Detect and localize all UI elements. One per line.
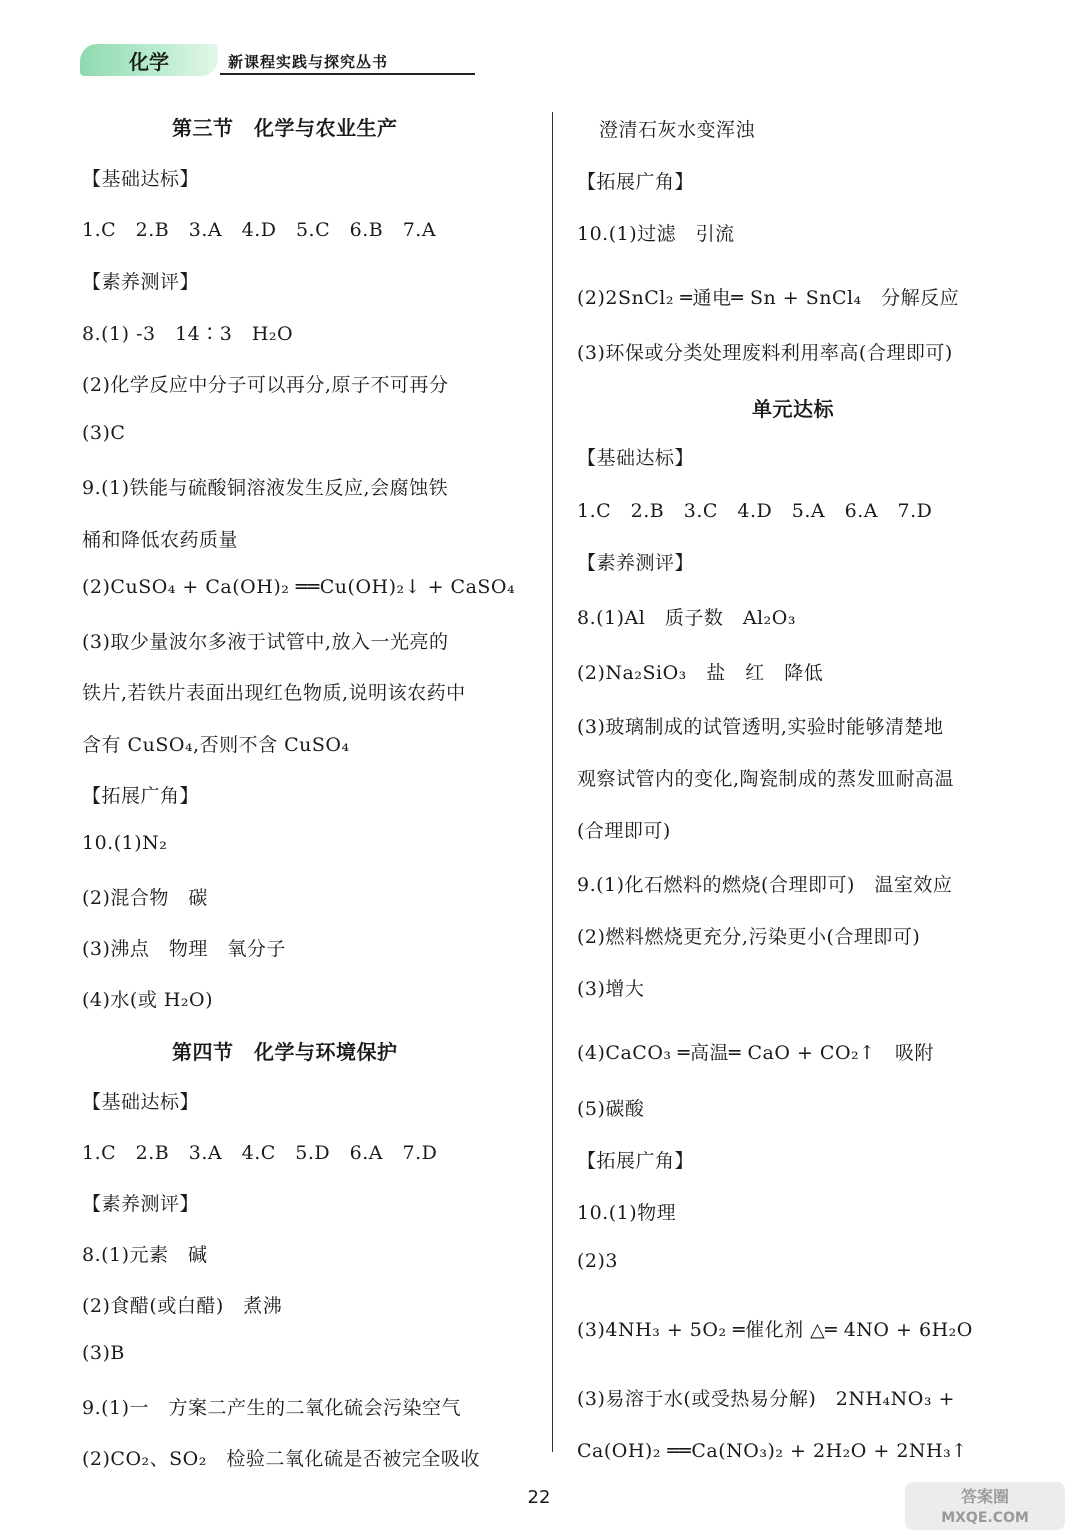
answer-label: 【拓展广角】	[82, 785, 200, 807]
answer-line: 8.(1) -3 14∶3 H₂O	[82, 323, 294, 345]
answer-line: (3)C	[82, 422, 126, 444]
answer-line: 桶和降低农药质量	[82, 529, 239, 551]
answer-line: (3)沸点 物理 氧分子	[82, 938, 286, 960]
answer-line: (3)B	[82, 1342, 125, 1364]
answer-line: (2)混合物 碳	[82, 887, 208, 909]
equation-line: (2)CuSO₄ + Ca(OH)₂ ══Cu(OH)₂↓ + CaSO₄	[82, 576, 516, 598]
answer-line: (2)燃料燃烧更充分,污染更小(合理即可)	[577, 926, 921, 948]
watermark-url: MXQE.COM	[941, 1510, 1029, 1526]
answer-line: (3)易溶于水(或受热易分解) 2NH₄NO₃ +	[577, 1388, 955, 1410]
watermark-logo	[905, 1482, 1065, 1530]
answer-label: 【基础达标】	[82, 168, 200, 190]
answer-line: (3)环保或分类处理废料利用率高(合理即可)	[577, 342, 953, 364]
answer-line: 10.(1)物理	[577, 1202, 677, 1224]
answer-line: (3)玻璃制成的试管透明,实验时能够清楚地	[577, 716, 944, 738]
answer-line: 9.(1)一 方案二产生的二氧化硫会污染空气	[82, 1397, 462, 1419]
answer-line: (5)碳酸	[577, 1098, 645, 1120]
equation-line: Ca(OH)₂ ══Ca(NO₃)₂ + 2H₂O + 2NH₃↑	[577, 1440, 968, 1462]
answer-label: 【素养测评】	[82, 1193, 200, 1215]
header-rule	[220, 73, 475, 75]
section-heading: 第四节 化学与环境保护	[172, 1040, 398, 1064]
column-divider	[552, 112, 553, 1452]
page-header	[80, 44, 400, 78]
answer-label: 【基础达标】	[82, 1091, 200, 1113]
answer-line: 澄清石灰水变浑浊	[599, 119, 756, 141]
answer-label: 【基础达标】	[577, 447, 695, 469]
answer-line: (2)3	[577, 1250, 619, 1272]
answer-line: (2)化学反应中分子可以再分,原子不可再分	[82, 374, 449, 396]
answer-line: (2)CO₂、SO₂ 检验二氧化硫是否被完全吸收	[82, 1448, 480, 1470]
answer-line: 铁片,若铁片表面出现红色物质,说明该农药中	[82, 682, 466, 704]
answer-line: 8.(1)Al 质子数 Al₂O₃	[577, 607, 796, 629]
answer-line: 1.C 2.B 3.C 4.D 5.A 6.A 7.D	[577, 500, 933, 522]
answer-line: 9.(1)化石燃料的燃烧(合理即可) 温室效应	[577, 874, 953, 896]
subject-badge: 化学	[80, 44, 218, 76]
answer-line: 9.(1)铁能与硫酸铜溶液发生反应,会腐蚀铁	[82, 477, 449, 499]
answer-label: 【拓展广角】	[577, 1150, 695, 1172]
series-title: 新课程实践与探究丛书	[228, 53, 389, 71]
answer-line: (3)增大	[577, 978, 645, 1000]
page-number: 22	[527, 1487, 551, 1508]
section-heading: 第三节 化学与农业生产	[172, 116, 398, 140]
answer-line: (合理即可)	[577, 820, 671, 842]
answer-label: 【素养测评】	[82, 271, 200, 293]
answer-line: 8.(1)元素 碱	[82, 1244, 208, 1266]
section-heading: 单元达标	[752, 397, 834, 421]
answer-line: (3)取少量波尔多液于试管中,放入一光亮的	[82, 631, 449, 653]
answer-line: (2)Na₂SiO₃ 盐 红 降低	[577, 662, 824, 684]
answer-line: 10.(1)N₂	[82, 832, 168, 854]
equation-line: (3)4NH₃ + 5O₂ ═催化剂 △═ 4NO + 6H₂O	[577, 1319, 973, 1341]
equation-line: (2)2SnCl₂ ═通电═ Sn + SnCl₄ 分解反应	[577, 287, 960, 309]
answer-line: 10.(1)过滤 引流	[577, 223, 735, 245]
answer-line: 含有 CuSO₄,否则不含 CuSO₄	[82, 734, 350, 756]
answer-label: 【素养测评】	[577, 552, 695, 574]
answer-line: (2)食醋(或白醋) 煮沸	[82, 1295, 283, 1317]
answer-label: 【拓展广角】	[577, 171, 695, 193]
answer-line: (4)水(或 H₂O)	[82, 989, 214, 1011]
equation-line: (4)CaCO₃ ═高温═ CaO + CO₂↑ 吸附	[577, 1042, 935, 1064]
answer-line: 观察试管内的变化,陶瓷制成的蒸发皿耐高温	[577, 768, 955, 790]
watermark-text: 答案圈	[960, 1487, 1010, 1506]
answer-line: 1.C 2.B 3.A 4.D 5.C 6.B 7.A	[82, 219, 437, 241]
answer-line: 1.C 2.B 3.A 4.C 5.D 6.A 7.D	[82, 1142, 438, 1164]
